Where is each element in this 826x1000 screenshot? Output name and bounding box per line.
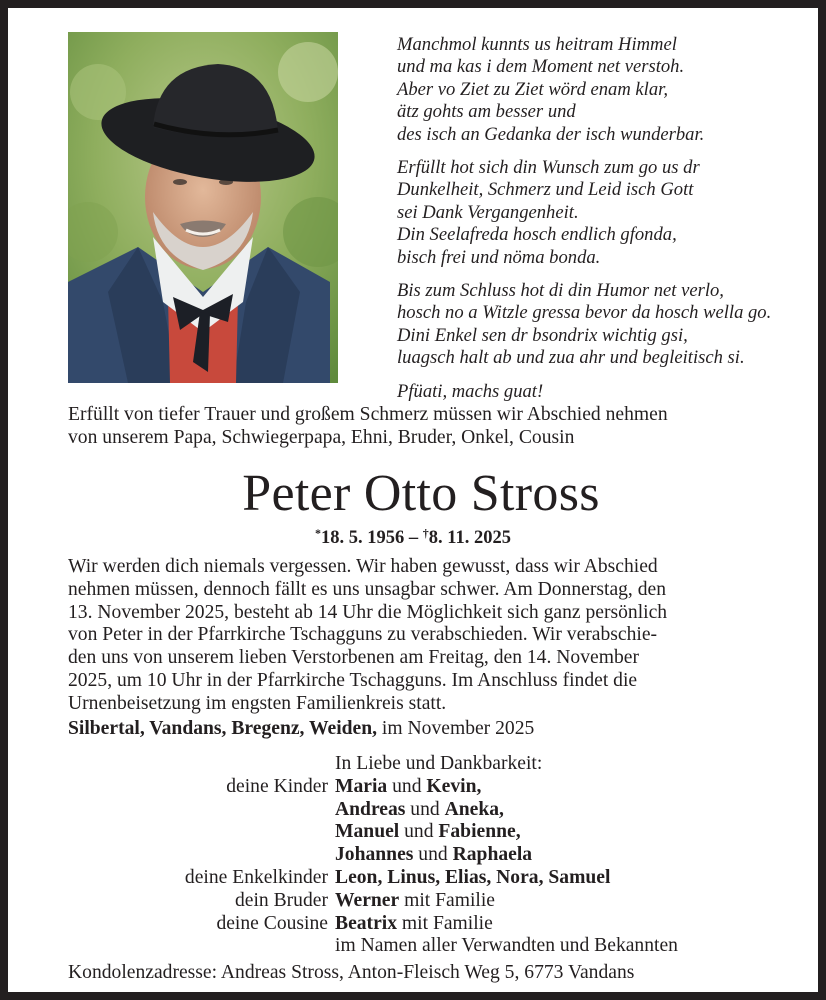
family-row	[8, 890, 818, 913]
name: Kevin,	[426, 775, 482, 797]
death-symbol: †	[422, 526, 429, 540]
connector: und	[387, 775, 427, 797]
family-row	[8, 799, 818, 822]
poem-stanza	[397, 280, 807, 370]
birth-date: 18. 5. 1956	[321, 528, 405, 548]
name: Andreas	[335, 798, 406, 820]
family-names	[335, 867, 610, 890]
name: Maria	[335, 775, 388, 797]
mourners-list	[8, 753, 818, 958]
family-heading-row	[8, 753, 818, 776]
body-line: nehmen müssen, dennoch fällt es uns unsagbar schwer. Am Donnerstag, den	[68, 578, 667, 600]
intro-line: von unserem Papa, Schwiegerpapa, Ehni, Bruder, Onkel, Cousin	[68, 427, 575, 448]
connector: mit Familie	[399, 889, 495, 911]
relation-label	[8, 799, 335, 822]
name: Werner	[335, 889, 400, 911]
name: Beatrix	[335, 912, 398, 934]
poem-line: bisch frei und nöma bonda.	[397, 246, 601, 268]
poem-stanza	[397, 157, 807, 269]
deceased-name: Peter Otto Stross	[242, 465, 600, 522]
family-row	[8, 867, 818, 890]
family-names	[335, 844, 532, 867]
date-separator: –	[404, 528, 423, 548]
funeral-details	[68, 556, 768, 716]
closing-text: im Namen aller Verwandten und Bekannten	[335, 935, 678, 957]
poem-line: Pfüati, machs guat!	[397, 380, 544, 402]
portrait-image	[68, 32, 338, 383]
family-heading: In Liebe und Dankbarkeit:	[335, 753, 543, 774]
relation-label: dein Bruder	[234, 889, 328, 911]
intro-line: Erfüllt von tiefer Trauer und großem Schmerz müssen wir Abschied nehmen	[68, 404, 668, 425]
connector: und	[405, 798, 445, 820]
family-names	[335, 799, 504, 822]
family-row	[8, 776, 818, 799]
name: Aneka,	[444, 798, 504, 820]
condolence-address: Kondolenzadresse: Andreas Stross, Anton-Fleisch Weg 5, 6773 Vandans	[68, 962, 635, 983]
family-names	[335, 776, 481, 799]
death-date: 8. 11. 2025	[428, 528, 511, 548]
poem-line: und ma kas i dem Moment net verstoh.	[397, 56, 685, 78]
body-line: den uns von unserem lieben Verstorbenen am Freitag, den 14. November	[68, 647, 639, 669]
intro-text	[68, 403, 768, 449]
name: Raphaela	[452, 844, 533, 866]
family-row	[8, 935, 818, 958]
name: Johannes	[335, 844, 414, 866]
obituary-notice	[8, 8, 818, 992]
relation-label	[8, 935, 335, 958]
body-line: 2025, um 10 Uhr in der Pfarrkirche Tschagguns. Im Anschluss findet die	[68, 669, 638, 691]
poem-line: Dunkelheit, Schmerz und Leid isch Gott	[397, 179, 694, 201]
locations: Silbertal, Vandans, Bregenz, Weiden,	[68, 718, 378, 739]
place-and-date	[68, 717, 768, 741]
family-closing	[335, 935, 678, 958]
poem-stanza	[397, 34, 807, 146]
relation-label	[8, 821, 335, 844]
poem-line: Bis zum Schluss hot di din Humor net verlo,	[397, 280, 724, 302]
name: Manuel	[335, 821, 400, 843]
notice-date: im November 2025	[377, 718, 535, 739]
relation-label	[8, 844, 335, 867]
family-row	[8, 844, 818, 867]
relation-label: deine Cousine	[216, 912, 328, 934]
poem-line: des isch an Gedanka der isch wunderbar.	[397, 123, 705, 145]
poem-line: Dini Enkel sen dr bsondrix wichtig gsi,	[397, 324, 688, 346]
life-dates	[8, 521, 818, 550]
family-names	[335, 913, 493, 936]
body-line: Wir werden dich niemals vergessen. Wir haben gewusst, dass wir Abschied	[68, 556, 658, 577]
family-row	[8, 821, 818, 844]
family-names	[335, 890, 495, 913]
connector: mit Familie	[397, 912, 493, 934]
connector: und	[413, 844, 453, 866]
poem-line: luagsch halt ab und zua ahr und begleitisch si.	[397, 347, 745, 369]
poem-line: Din Seelafreda hosch endlich gfonda,	[397, 224, 677, 246]
poem-line: ätz gohts am besser und	[397, 101, 576, 123]
name: Leon, Linus, Elias, Nora, Samuel	[335, 866, 611, 888]
connector: und	[399, 821, 439, 843]
portrait-photo	[68, 32, 338, 383]
poem-line: hosch no a Witzle gressa bevor da hosch wella go.	[397, 302, 772, 324]
relation-label: deine Enkelkinder	[184, 866, 328, 888]
body-line: Urnenbeisetzung im engsten Familienkreis statt.	[68, 692, 447, 714]
birth-symbol: *	[315, 526, 321, 540]
relation-label: deine Kinder	[226, 775, 328, 797]
poem-stanza	[397, 381, 807, 403]
body-line: von Peter in der Pfarrkirche Tschagguns zu verabschieden. Wir verabschie-	[68, 624, 658, 646]
family-row	[8, 913, 818, 936]
body-line: 13. November 2025, besteht ab 14 Uhr die Möglichkeit sich ganz persönlich	[68, 601, 668, 623]
poem	[397, 34, 807, 414]
family-names	[335, 821, 521, 844]
poem-line: Manchmol kunnts us heitram Himmel	[397, 34, 677, 55]
poem-line: Aber vo Ziet zu Ziet wörd enam klar,	[397, 78, 668, 100]
name: Fabienne,	[438, 821, 521, 843]
poem-line: Erfüllt hot sich din Wunsch zum go us dr	[397, 157, 700, 179]
poem-line: sei Dank Vergangenheit.	[397, 201, 579, 223]
